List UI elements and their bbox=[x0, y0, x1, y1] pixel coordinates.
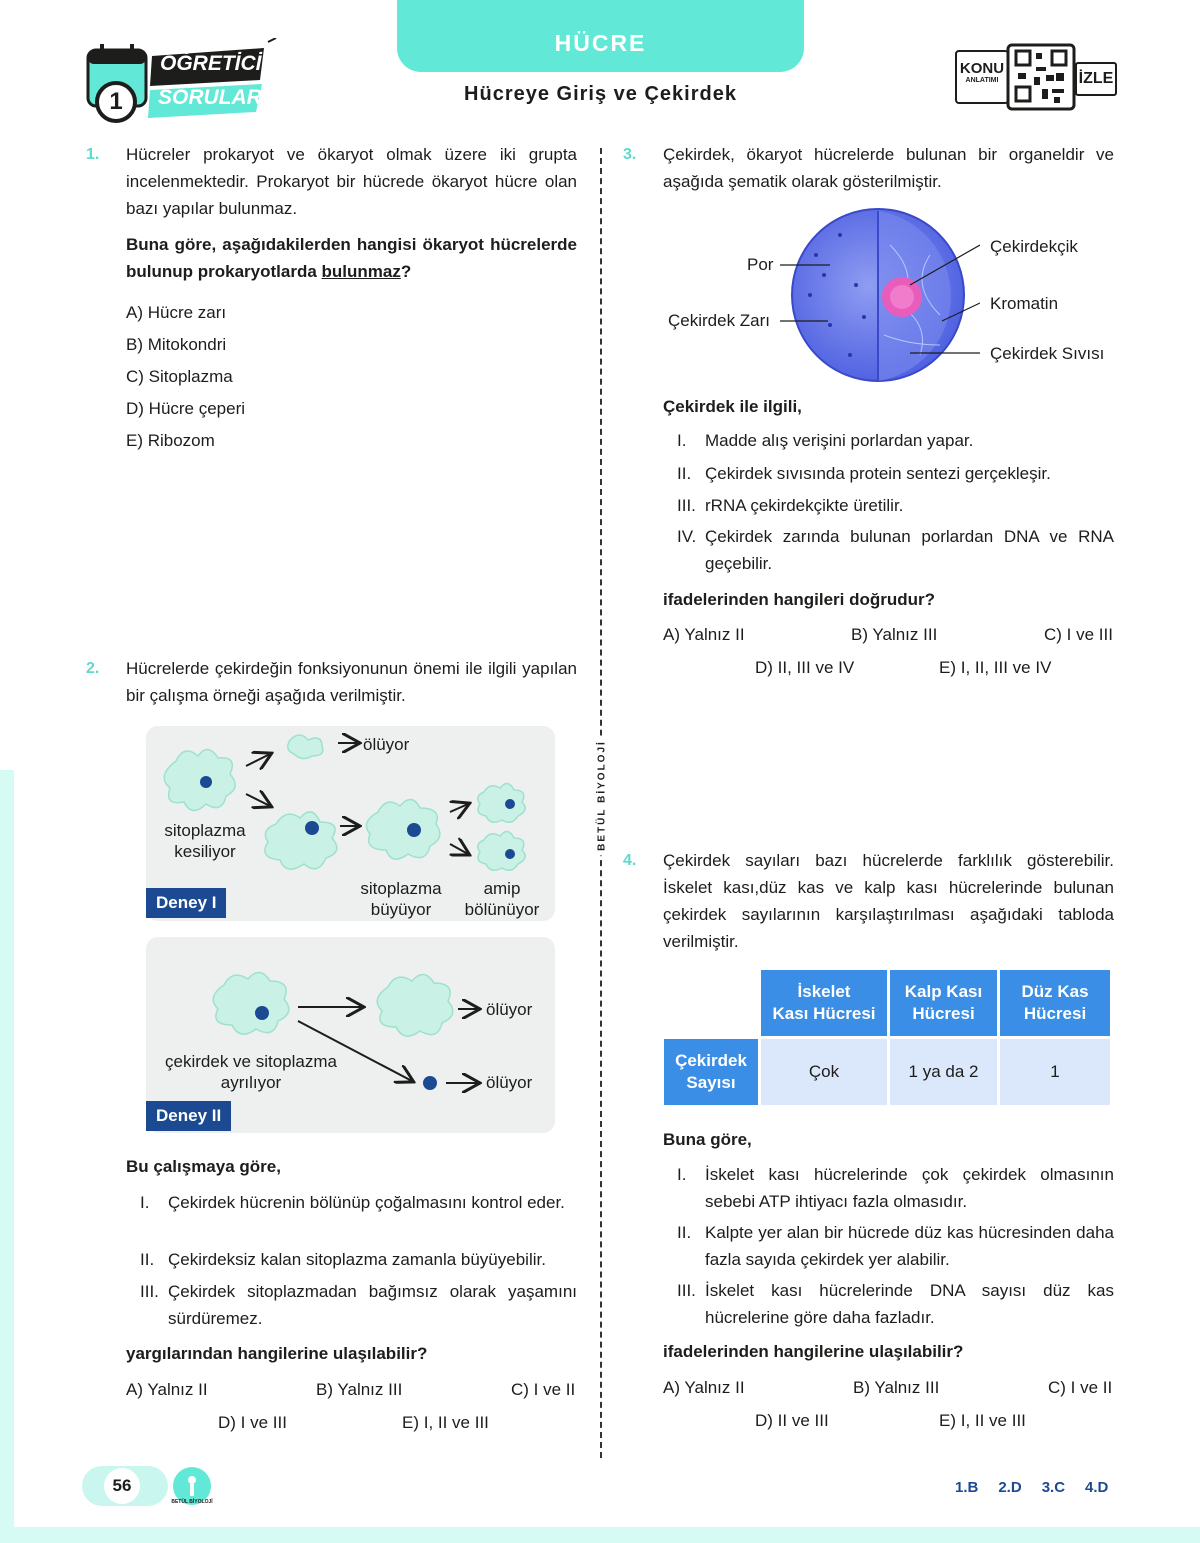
q1-option-b[interactable]: B) Mitokondri bbox=[126, 335, 227, 354]
q3-question: ifadelerinden hangileri doğrudur? bbox=[663, 590, 936, 609]
experiment-1-panel bbox=[146, 726, 555, 921]
answer-key bbox=[955, 1479, 1108, 1496]
q4-option-b[interactable]: B) Yalnız III bbox=[853, 1378, 940, 1397]
q3-option-e[interactable]: E) I, II, III ve IV bbox=[939, 658, 1052, 677]
q4-item-2-num: II. bbox=[677, 1223, 692, 1242]
q4-option-c[interactable]: C) I ve II bbox=[1048, 1378, 1113, 1397]
table-row-header-l1: Çekirdek bbox=[675, 1051, 747, 1070]
exp1-cut-label bbox=[154, 820, 256, 862]
badge-line2: SORULAR bbox=[158, 86, 262, 109]
page-number: 56 bbox=[104, 1468, 140, 1504]
page-subtitle: Hücreye Giriş ve Çekirdek bbox=[464, 83, 737, 105]
q4-option-e[interactable]: E) I, II ve III bbox=[939, 1411, 1026, 1430]
answer-3: 3.C bbox=[1041, 1479, 1066, 1496]
q3-item-1-num: I. bbox=[677, 431, 687, 450]
table-col-kalp-l1: Kalp Kası bbox=[904, 982, 983, 1001]
answer-4: 4.D bbox=[1085, 1479, 1109, 1496]
q3-item-3 bbox=[677, 492, 1114, 519]
amoeba-icon bbox=[213, 972, 289, 1034]
q3-item-4-text: Çekirdek zarında bulunan porlardan DNA ve RNA geçebilir. bbox=[705, 527, 1114, 573]
q4-item-2-text: Kalpte yer alan bir hücrede düz kas hücresinden daha fazla sayıda çekirdek yer alabilir. bbox=[705, 1223, 1114, 1269]
q4-item-1 bbox=[677, 1161, 1114, 1215]
q1-option-a[interactable]: A) Hücre zarı bbox=[126, 303, 227, 322]
q4-item-2 bbox=[677, 1219, 1114, 1273]
q3-item-1-text: Madde alış verişini porlardan yapar. bbox=[705, 431, 974, 450]
brand-logo bbox=[170, 1466, 214, 1510]
q3-option-b[interactable]: B) Yalnız III bbox=[851, 625, 938, 644]
q4-number: 4. bbox=[623, 852, 637, 869]
q4-option-d[interactable]: D) II ve III bbox=[755, 1411, 829, 1430]
q2-item-2-text: Çekirdeksiz kalan sitoplazma zamanla büyüyebilir. bbox=[168, 1250, 546, 1269]
q1-option-d[interactable]: D) Hücre çeperi bbox=[126, 399, 246, 418]
table-empty-corner bbox=[664, 970, 758, 1036]
exp1-cut-line1: sitoplazma bbox=[164, 821, 246, 840]
table-cell-iskelet: Çok bbox=[761, 1039, 887, 1105]
q3-item-4 bbox=[677, 523, 1114, 577]
table-header-row bbox=[664, 970, 1110, 1036]
q2-option-a[interactable]: A) Yalnız II bbox=[126, 1380, 208, 1399]
exp1-divide-label bbox=[454, 878, 550, 920]
q2-question: yargılarından hangilerine ulaşılabilir? bbox=[126, 1344, 428, 1363]
q4-item-1-text: İskelet kası hücrelerinde çok çekirdek olmasının sebebi ATP ihtiyacı fazla olmasıdır. bbox=[705, 1165, 1114, 1211]
table-cell-duz: 1 bbox=[1000, 1039, 1110, 1105]
q2-text: Hücrelerde çekirdeğin fonksiyonunun önemi ile ilgili yapılan bir çalışma örneği aşağıda verilmiştir. bbox=[126, 659, 577, 705]
q3-number: 3. bbox=[623, 146, 637, 163]
q3-option-a[interactable]: A) Yalnız II bbox=[663, 625, 745, 644]
q2-option-c[interactable]: C) I ve II bbox=[511, 1380, 576, 1399]
q4-item-1-num: I. bbox=[677, 1165, 687, 1184]
nucleus-label-zar: Çekirdek Zarı bbox=[668, 311, 771, 330]
badge-number: 1 bbox=[109, 88, 123, 115]
amoeba-icon bbox=[366, 799, 439, 859]
q3-item-1 bbox=[677, 427, 1114, 454]
exp2-dies-label-1: ölüyor bbox=[486, 1000, 533, 1019]
table-col-duz-l1: Düz Kas bbox=[1021, 982, 1089, 1001]
amoeba-icon bbox=[377, 974, 453, 1036]
exp2-separate-line2: ayrılıyor bbox=[220, 1073, 282, 1092]
nucleus-label-por: Por bbox=[747, 255, 774, 274]
nucleus-label-kromatin: Kromatin bbox=[990, 294, 1059, 313]
q2-lead: Bu çalışmaya göre, bbox=[126, 1157, 281, 1176]
q1-option-c[interactable]: C) Sitoplazma bbox=[126, 367, 233, 386]
page-number-pill bbox=[82, 1466, 168, 1506]
qr-code-icon[interactable] bbox=[1006, 43, 1076, 111]
answer-2: 2.D bbox=[998, 1479, 1022, 1496]
exp1-grow-line1: sitoplazma bbox=[360, 879, 442, 898]
nucleus-label-cekirdekcik: Çekirdekçik bbox=[990, 237, 1078, 256]
experiment-2-panel bbox=[146, 937, 555, 1133]
q3-item-2-num: II. bbox=[677, 464, 692, 483]
q1-question-pre: Buna göre, aşağıdakilerden hangisi ökaryot hücrelerde bulunup prokaryotlarda bbox=[126, 235, 577, 281]
q2-item-3-text: Çekirdek sitoplazmadan bağımsız olarak yaşamını sürdüremez. bbox=[168, 1282, 577, 1328]
nucleus-diagram bbox=[780, 205, 980, 385]
q4-text: Çekirdek sayıları bazı hücrelerde farklılık gösterebilir. İskelet kası,düz kas ve kalp kası hücrelerinde bulunan çekirdek sayılarının karşılaştırılması aşağıdaki tabloda verilmiştir. bbox=[663, 851, 1114, 951]
ogretici-sorular-badge bbox=[84, 38, 284, 124]
experiment-1-tag: Deney I bbox=[146, 888, 226, 918]
q3-item-2-text: Çekirdek sıvısında protein sentezi gerçekleşir. bbox=[705, 464, 1051, 483]
amoeba-icon bbox=[164, 749, 235, 810]
q2-item-3 bbox=[140, 1278, 577, 1332]
konu-sub: ANLATIMI bbox=[965, 77, 999, 84]
table-col-kalp-l2: Hücresi bbox=[912, 1004, 975, 1023]
isolated-nucleus-icon bbox=[423, 1076, 437, 1090]
table-cell-kalp: 1 ya da 2 bbox=[890, 1039, 997, 1105]
q1-question bbox=[126, 231, 577, 285]
q4-item-3 bbox=[677, 1277, 1114, 1331]
q4-lead: Buna göre, bbox=[663, 1130, 752, 1149]
q2-item-1-text: Çekirdek hücrenin bölünüp çoğalmasını kontrol eder. bbox=[168, 1193, 565, 1212]
table-row-header-l2: Sayısı bbox=[686, 1073, 736, 1092]
q3-text: Çekirdek, ökaryot hücrelerde bulunan bir organeldir ve aşağıda şematik olarak gösterilmiştir. bbox=[663, 145, 1114, 191]
table-col-kalp bbox=[890, 970, 997, 1036]
q2-item-2-num: II. bbox=[140, 1250, 155, 1269]
exp2-separate-line1: çekirdek ve sitoplazma bbox=[165, 1052, 337, 1071]
q1-question-post: ? bbox=[400, 262, 412, 281]
exp2-separate-label bbox=[148, 1051, 354, 1093]
q3-item-4-num: IV. bbox=[677, 527, 697, 546]
konu-anlatimi-box[interactable] bbox=[955, 50, 1009, 104]
table-col-iskelet-l1: İskelet bbox=[797, 982, 851, 1001]
izle-button[interactable]: İZLE bbox=[1075, 62, 1117, 96]
q1-text: Hücreler prokaryot ve ökaryot olmak üzere iki grupta incelenmektedir. Prokaryot bir hücrede ökaryot hücre olan bazı yapılar bulunmaz. bbox=[126, 145, 577, 218]
table-row bbox=[664, 1039, 1110, 1105]
q4-item-3-num: III. bbox=[677, 1281, 696, 1300]
exp1-divide-line2: bölünüyor bbox=[464, 900, 540, 919]
q1-number: 1. bbox=[86, 146, 100, 163]
exp1-grow-line2: büyüyor bbox=[370, 900, 432, 919]
q2-item-1 bbox=[140, 1189, 577, 1216]
amoeba-icon bbox=[478, 831, 525, 870]
q2-option-e[interactable]: E) I, II ve III bbox=[402, 1413, 489, 1432]
left-decor-strip bbox=[0, 770, 14, 1543]
badge-line1: ÖĞRETİCİ bbox=[160, 52, 262, 75]
q1-option-e[interactable]: E) Ribozom bbox=[126, 431, 215, 450]
exp1-grow-label bbox=[346, 878, 456, 920]
exp2-dies-label-2: ölüyor bbox=[486, 1073, 533, 1092]
q2-item-1-num: I. bbox=[140, 1193, 150, 1212]
q3-item-3-num: III. bbox=[677, 496, 696, 515]
nucleus-count-table bbox=[661, 967, 1113, 1108]
cytoplasm-piece-icon bbox=[288, 735, 323, 759]
amoeba-icon bbox=[478, 783, 525, 822]
table-col-duz-l2: Hücresi bbox=[1023, 1004, 1087, 1023]
experiment-2-tag: Deney II bbox=[146, 1101, 231, 1131]
q4-question: ifadelerinden hangilerine ulaşılabilir? bbox=[663, 1342, 964, 1361]
q3-lead: Çekirdek ile ilgili, bbox=[663, 397, 802, 416]
vertical-brand-text: BETÜL BİYOLOJİ bbox=[597, 736, 608, 856]
amoeba-icon bbox=[265, 812, 337, 869]
q3-option-d[interactable]: D) II, III ve IV bbox=[755, 658, 855, 677]
table-col-duz bbox=[1000, 970, 1110, 1036]
unit-title: HÜCRE bbox=[554, 30, 647, 56]
q3-item-3-text: rRNA çekirdekçikte üretilir. bbox=[705, 496, 904, 515]
exp1-divide-line1: amip bbox=[483, 879, 521, 898]
vertical-brand bbox=[586, 740, 616, 860]
q3-option-c[interactable]: C) I ve III bbox=[1044, 625, 1113, 644]
exp1-cut-line2: kesiliyor bbox=[174, 842, 236, 861]
brand-logo-text: BETÜL BİYOLOJİ bbox=[171, 1499, 213, 1505]
answer-1: 1.B bbox=[955, 1479, 979, 1496]
table-col-iskelet bbox=[761, 970, 887, 1036]
q2-item-2 bbox=[140, 1246, 577, 1273]
q1-question-underlined: bulunmaz bbox=[321, 262, 401, 281]
exp1-dies-label: ölüyor bbox=[363, 735, 410, 754]
table-col-iskelet-l2: Kası Hücresi bbox=[772, 1004, 876, 1023]
q2-item-3-num: III. bbox=[140, 1282, 159, 1301]
q2-option-d[interactable]: D) I ve III bbox=[218, 1413, 287, 1432]
q2-option-b[interactable]: B) Yalnız III bbox=[316, 1380, 403, 1399]
table-row-header bbox=[664, 1039, 758, 1105]
bottom-decor-strip bbox=[0, 1527, 1200, 1543]
q3-item-2 bbox=[677, 460, 1114, 487]
nucleus-label-sivi: Çekirdek Sıvısı bbox=[990, 344, 1105, 363]
q4-item-3-text: İskelet kası hücrelerinde DNA sayısı düz kas hücrelerine göre daha fazladır. bbox=[705, 1281, 1114, 1327]
q4-option-a[interactable]: A) Yalnız II bbox=[663, 1378, 745, 1397]
konu-label: KONU bbox=[959, 60, 1005, 77]
q1-options bbox=[126, 297, 245, 457]
q2-number: 2. bbox=[86, 660, 100, 677]
